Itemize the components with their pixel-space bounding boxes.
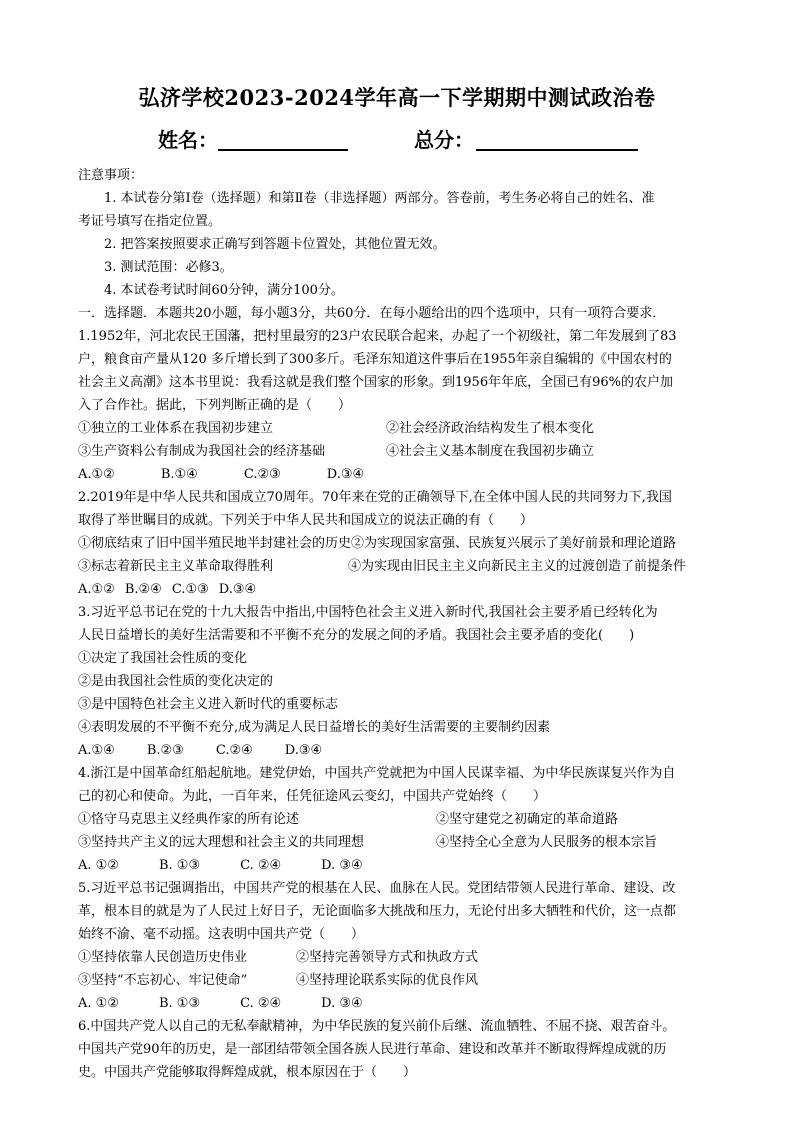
notice-line: 3. 测试范围：必修3。 xyxy=(104,260,233,275)
notice-line: 4. 本试卷考试时间60分钟，满分100分。 xyxy=(104,283,344,298)
question-stem: 己的初心和使命。为此，一百年来，任凭征途风云变幻，中国共产党始终（ ） xyxy=(78,789,547,804)
option-item: ①决定了我国社会性质的变化 xyxy=(78,651,248,666)
answer-choice[interactable]: C. ②④ xyxy=(240,996,282,1011)
answer-choice[interactable]: B.①④ xyxy=(160,467,198,482)
option-item: ③坚持“不忘初心、牢记使命” xyxy=(78,973,248,988)
answer-choices xyxy=(78,463,720,486)
question-6 xyxy=(78,1015,720,1084)
answer-choices xyxy=(78,992,720,1015)
name-blank-line[interactable] xyxy=(218,149,348,151)
answer-choice[interactable]: A. ①② xyxy=(78,996,119,1011)
notice-heading: 注意事项： xyxy=(78,168,144,183)
section-heading: 一．选择题．本题共20小题，每小题3分，共60分．在每小题给出的四个选项中，只有一项符合要求． xyxy=(78,306,666,321)
question-stem: 6.中国共产党人以自己的无私奉献精神，为中华民族的复兴前仆后继、流血牺牲、不屈不挠、艰苦奋斗。 xyxy=(78,1019,676,1034)
answer-choice[interactable]: D.③④ xyxy=(284,743,323,758)
option-item: ④社会主义基本制度在我国初步确立 xyxy=(386,444,595,459)
answer-choice[interactable]: A.①② xyxy=(78,582,115,597)
option-item: ②坚持完善领导方式和执政方式 xyxy=(296,950,479,965)
score-blank-line[interactable] xyxy=(476,149,638,151)
question-5 xyxy=(78,877,720,1015)
answer-choice[interactable]: B.②④ xyxy=(124,582,162,597)
answer-choice[interactable]: D. ③④ xyxy=(321,858,363,873)
question-2 xyxy=(78,486,720,601)
option-item: ②是由我国社会性质的变化决定的 xyxy=(78,674,274,689)
question-stem: 入了合作社。据此，下列判断正确的是（ ） xyxy=(78,398,352,413)
exam-body xyxy=(78,164,720,1084)
question-stem: 2.2019年是中华人民共和国成立70周年。70年来在党的正确领导下,在全体中国人民的共同努力下,我国 xyxy=(78,490,672,505)
answer-choice[interactable]: C.②④ xyxy=(215,743,253,758)
answer-choice[interactable]: D. ③④ xyxy=(321,996,363,1011)
answer-choices xyxy=(78,578,720,601)
notice-line: 考证号填写在指定位置。 xyxy=(78,214,222,229)
answer-choice[interactable]: C.①③ xyxy=(171,582,209,597)
name-score-bar xyxy=(0,124,794,154)
answer-choices xyxy=(78,854,720,877)
option-item: ①独立的工业体系在我国初步建立 xyxy=(78,421,274,436)
option-item: ③坚持共产主义的远大理想和社会主义的共同理想 xyxy=(78,835,365,850)
question-stem: 3.习近平总书记在党的十九大报告中指出,中国特色社会主义进入新时代,我国社会主要矛盾已经转化为 xyxy=(78,605,658,620)
answer-choice[interactable]: A. ①② xyxy=(78,858,119,873)
answer-choice[interactable]: C.②③ xyxy=(243,467,281,482)
answer-choices xyxy=(78,739,720,762)
question-stem: 户，粮食亩产量从120 多斤增长到了300多斤。毛泽东知道这件事后在1955年亲自编辑的《中国农村的 xyxy=(78,352,672,367)
question-stem: 中国共产党90年的历史，是一部团结带领全国各族人民进行革命、建设和改革并不断取得辉煌成就的历 xyxy=(78,1042,667,1057)
answer-choice[interactable]: B. ①③ xyxy=(158,996,201,1011)
question-stem: 社会主义高潮》这本书里说：我看这就是我们整个国家的形象。到1956年年底，全国已有96%的农户加 xyxy=(78,375,673,390)
score-label: 总分： xyxy=(414,128,474,152)
option-item: ①恪守马克思主义经典作家的所有论述 xyxy=(78,812,300,827)
notice-line: 2. 把答案按照要求正确写到答题卡位置处，其他位置无效。 xyxy=(104,237,446,252)
question-stem: 人民日益增长的美好生活需要和不平衡不充分的发展之间的矛盾。我国社会主要矛盾的变化( ) xyxy=(78,628,635,643)
question-stem: 史。中国共产党能够取得辉煌成就，根本原因在于（ ） xyxy=(78,1065,417,1080)
question-stem: 5.习近平总书记强调指出，中国共产党的根基在人民、血脉在人民。党团结带领人民进行革命、建设、改 xyxy=(78,881,676,896)
question-4 xyxy=(78,762,720,877)
question-3 xyxy=(78,601,720,762)
question-stem: 4.浙江是中国革命红船起航地。建党伊始，中国共产党就把为中国人民谋幸福、为中华民族谋复兴作为自 xyxy=(78,766,676,781)
question-1 xyxy=(78,325,720,486)
answer-choice[interactable]: B. ①③ xyxy=(158,858,201,873)
name-label: 姓名： xyxy=(158,128,218,152)
option-item: ④表明发展的不平衡不充分,成为满足人民日益增长的美好生活需要的主要制约因素 xyxy=(78,720,551,735)
option-item: ②社会经济政治结构发生了根本变化 xyxy=(386,421,595,436)
option-item: ④坚持全心全意为人民服务的根本宗旨 xyxy=(436,835,658,850)
answer-choice[interactable]: D.③④ xyxy=(326,467,365,482)
option-item: ③生产资料公有制成为我国社会的经济基础 xyxy=(78,444,326,459)
option-item: ①坚持依靠人民创造历史伟业 xyxy=(78,950,248,965)
option-item: ③标志着新民主主义革命取得胜利 xyxy=(78,559,274,574)
option-item: ①彻底结束了旧中国半殖民地半封建社会的历史②为实现国家富强、民族复兴展示了美好前景和理论道路 xyxy=(78,536,677,551)
option-item: ③是中国特色社会主义进入新时代的重要标志 xyxy=(78,697,339,712)
question-stem: 1.1952年，河北农民王国藩，把村里最穷的23户农民联合起来，办起了一个初级社，第二年发展到了83 xyxy=(78,329,677,344)
answer-choice[interactable]: C. ②④ xyxy=(240,858,282,873)
option-item: ④坚持理论联系实际的优良作风 xyxy=(296,973,479,988)
notice-line: 1. 本试卷分第Ⅰ卷（选择题）和第Ⅱ卷（非选择题）两部分。答卷前，考生务必将自己的姓名、准 xyxy=(104,191,655,206)
exam-title: 弘济学校2023-2024学年高一下学期期中测试政治卷 xyxy=(138,85,656,110)
option-item: ②坚守建党之初确定的革命道路 xyxy=(436,812,619,827)
answer-choice[interactable]: A.①④ xyxy=(78,743,115,758)
answer-choice[interactable]: A.①② xyxy=(78,467,115,482)
answer-choice[interactable]: D.③④ xyxy=(218,582,257,597)
question-stem: 始终不渝、毫不动摇。这表明中国共产党（ ） xyxy=(78,927,365,942)
option-item: ④为实现由旧民主主义向新民主主义的过渡创造了前提条件 xyxy=(348,559,687,574)
question-stem: 革，根本目的就是为了人民过上好日子，无论面临多大挑战和压力，无论付出多大牺牲和代价，这一点都 xyxy=(78,904,677,919)
question-stem: 取得了举世瞩目的成就。下列关于中华人民共和国成立的说法正确的有（ ） xyxy=(78,513,534,528)
answer-choice[interactable]: B.②③ xyxy=(146,743,184,758)
